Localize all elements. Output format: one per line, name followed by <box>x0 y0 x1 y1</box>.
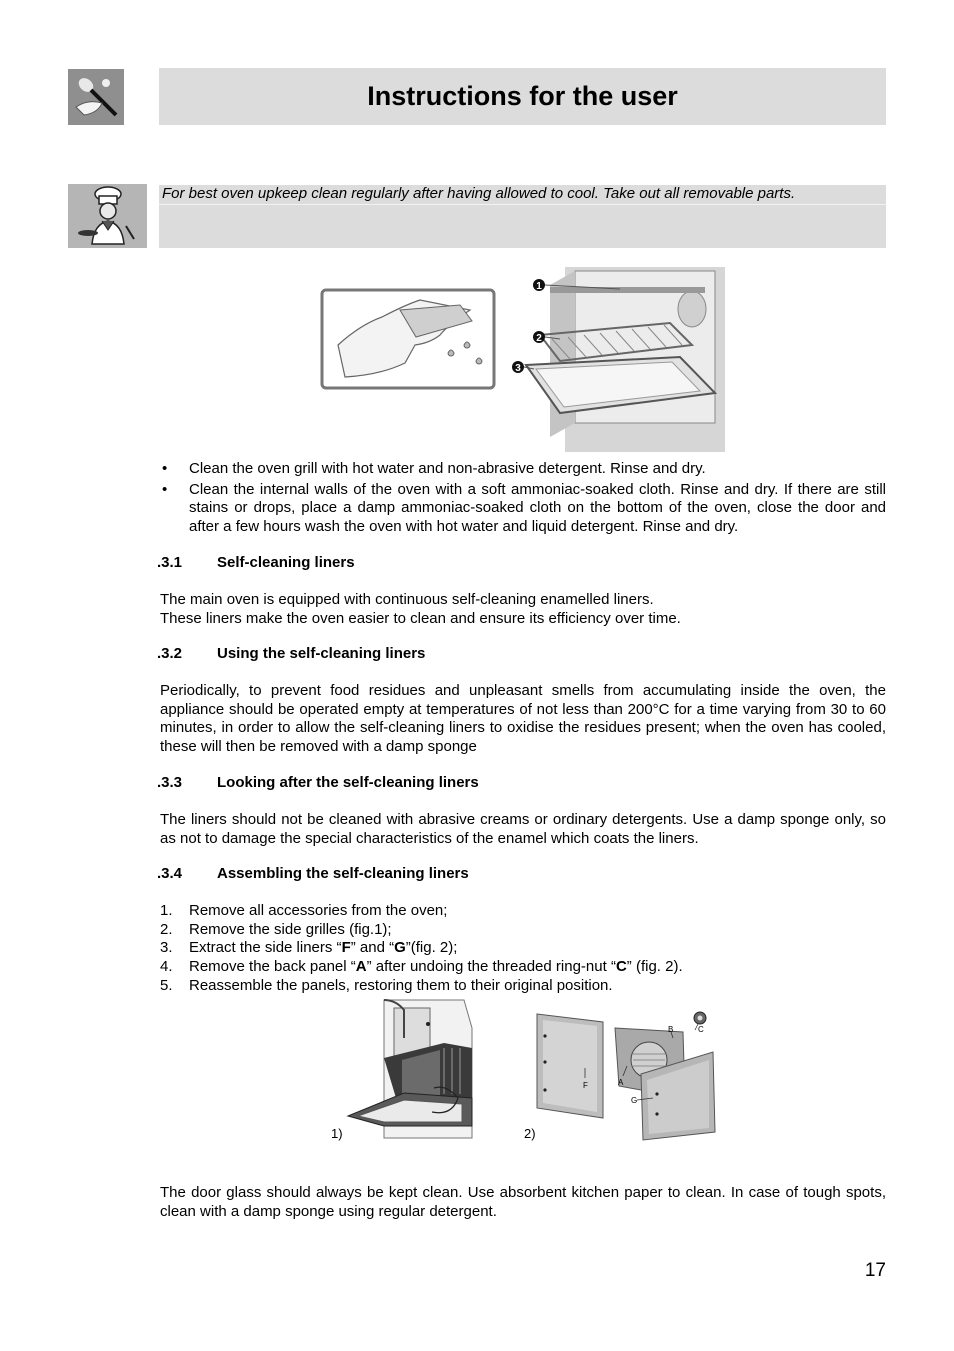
section-heading <box>157 865 469 882</box>
text-run: Remove the back panel “ <box>189 958 356 976</box>
list-item <box>160 902 886 921</box>
divider <box>159 204 886 205</box>
list-item <box>160 958 886 977</box>
callout-3: 3 <box>515 363 521 374</box>
assembly-steps <box>160 902 886 995</box>
note-bar <box>159 185 886 248</box>
body-line: These liners make the oven easier to clean and ensure its efficiency over time. <box>160 609 681 627</box>
letter-g: G <box>631 1096 638 1105</box>
bold-letter: F <box>341 939 351 957</box>
step-number: 5. <box>160 976 173 994</box>
step-number: 4. <box>160 958 173 976</box>
section-number: .3.2 <box>157 645 183 662</box>
letter-c: C <box>698 1025 704 1034</box>
list-item <box>160 481 886 537</box>
note-text: For best oven upkeep clean regularly after having allowed to cool. Take out all removable parts. <box>162 185 796 202</box>
text-run: Extract the side liners “ <box>189 939 342 957</box>
figure-1-label: 1) <box>331 1126 343 1141</box>
body-line: The main oven is equipped with continuous self-cleaning enamelled liners. <box>160 591 654 608</box>
bullet-text: Clean the internal walls of the oven with a soft ammoniac-soaked cloth. Rinse and dry. If there are still stains or drops, place a damp ammoniac-soaked cloth on the bottom of the oven, close the door and after a few hours wash the oven with hot water and liquid detergent. Rinse and dry. <box>189 480 886 535</box>
list-item <box>160 921 886 940</box>
figure-2-label: 2) <box>524 1126 536 1141</box>
section-heading <box>157 645 425 662</box>
section-heading <box>157 554 355 571</box>
list-item <box>160 939 886 958</box>
figure-2-liners <box>533 1002 723 1142</box>
step-text: Remove the side grilles (fig.1); <box>189 920 392 938</box>
section-number: .3.1 <box>157 554 183 571</box>
letter-b: B <box>668 1025 674 1034</box>
page-number: 17 <box>864 1260 886 1281</box>
cleaning-bullets <box>160 460 886 538</box>
section-number: .3.4 <box>157 865 183 882</box>
spoon-icon <box>68 69 124 125</box>
callout-1: 1 <box>536 281 542 292</box>
step-text: Reassemble the panels, restoring them to their original position. <box>189 976 613 994</box>
section-title: Looking after the self-cleaning liners <box>217 774 479 791</box>
header-bar <box>159 68 886 125</box>
oven-cleaning-illustration <box>320 265 728 455</box>
list-item <box>160 977 886 996</box>
step-text <box>189 958 683 975</box>
section-title: Self-cleaning liners <box>217 554 355 571</box>
text-run: ” (fig. 2). <box>626 958 683 976</box>
step-text: Remove all accessories from the oven; <box>189 902 448 919</box>
step-text <box>189 939 457 956</box>
section-number: .3.3 <box>157 774 183 791</box>
list-item <box>160 460 886 479</box>
chef-icon <box>68 184 147 248</box>
step-number: 2. <box>160 920 173 938</box>
bold-letter: G <box>394 939 406 957</box>
letter-a: A <box>618 1078 624 1087</box>
bold-letter: A <box>355 958 367 976</box>
bullet-icon: • <box>162 460 168 477</box>
step-number: 1. <box>160 902 173 919</box>
callout-2: 2 <box>536 333 542 344</box>
letter-f: F <box>583 1081 588 1090</box>
text-run: ” after undoing the threaded ring-nut “ <box>366 958 616 976</box>
text-run: ” and “ <box>350 939 395 957</box>
section-body <box>160 591 886 628</box>
bullet-icon: • <box>162 480 168 498</box>
section-title: Using the self-cleaning liners <box>217 645 426 662</box>
bold-letter: C <box>615 958 627 976</box>
section-title: Assembling the self-cleaning liners <box>217 865 469 882</box>
figure-1-oven-door <box>344 998 474 1140</box>
page-title: Instructions for the user <box>367 81 678 111</box>
bullet-text: Clean the oven grill with hot water and non-abrasive detergent. Rinse and dry. <box>189 460 706 477</box>
closing-paragraph: The door glass should always be kept clean. Use absorbent kitchen paper to clean. In case of tough spots, clean with a damp sponge using regular detergent. <box>160 1184 886 1220</box>
section-heading <box>157 774 479 791</box>
section-body: Periodically, to prevent food residues and unpleasant smells from accumulating inside the oven, the appliance should be operated empty at temperatures of not less than 200°C for a time varying from 30 to 60 minutes, in order to allow the self-cleaning liners to oxidise the residues present; when the oven has cooled, these will then be removed with a damp sponge <box>160 682 886 755</box>
step-number: 3. <box>160 939 173 957</box>
section-body: The liners should not be cleaned with abrasive creams or ordinary detergents. Use a damp sponge only, so as not to damage the special characteristics of the enamel which coats the liners. <box>160 811 886 847</box>
text-run: ”(fig. 2); <box>405 939 458 957</box>
